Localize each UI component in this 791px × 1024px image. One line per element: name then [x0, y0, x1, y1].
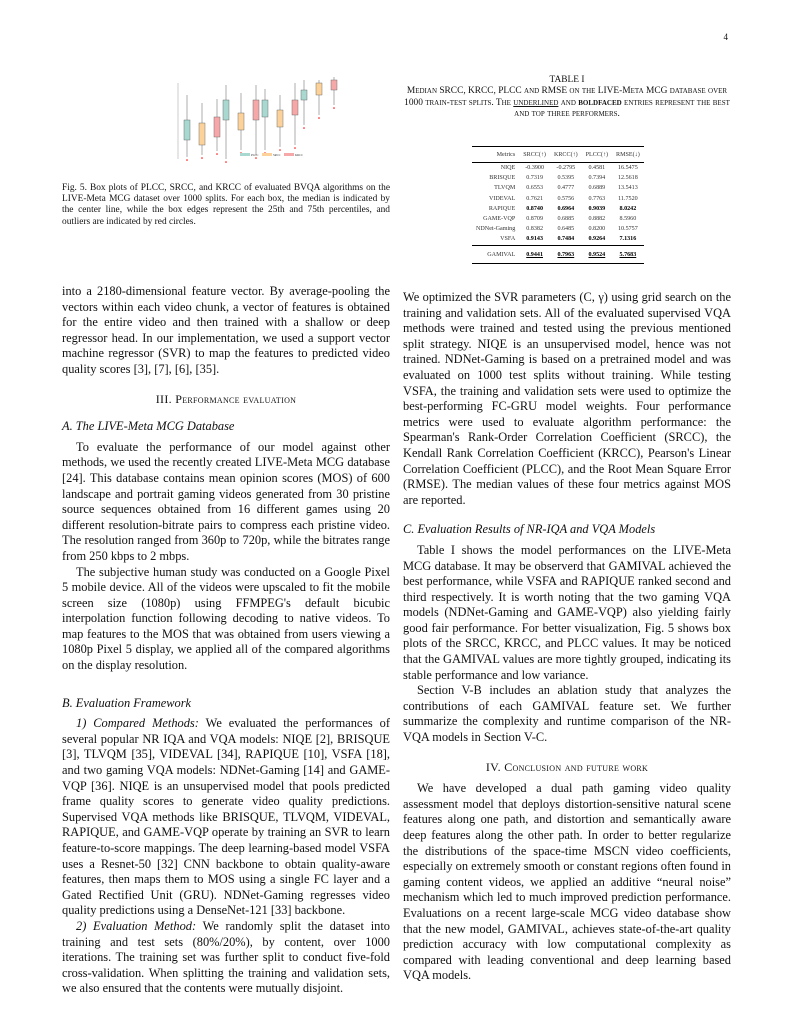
table-cell: 0.8709	[526, 216, 543, 223]
subsection-heading: C. Evaluation Results of NR-IQA and VQA Models	[403, 522, 656, 537]
table-cell: 0.6885	[557, 216, 575, 223]
paragraph-text: We evaluated the performances of several popular NR IQA and VQA models: NIQE [2], BRISQUE [3], TLVQM [35], VIDEVAL [34], RAPIQUE [10], VSFA [18], and two gaming VQA models: NDNet-Gaming [14] and GAME-VQP [36]. NIQE is an unsupervised model that pools predicted frame quality scores to generate video quality predictions. Supervised VQA methods like BRISQUE, TLVQM, VIDEVAL, RAPIQUE, and GAME-VQP operate by training an SVR to learn feature-to-score mappings. The deep learning-based model VSFA uses a Resnet-50 [32] CNN backbone to obtain quality-aware features, then maps them to MOS using a single FC layer and a Gated Rectified Unit (GRU). NDNet-Gaming regresses video quality predictions using a DenseNet-121 [33] backbone.	[62, 716, 390, 918]
column-header: RMSE(↓)	[612, 147, 644, 163]
table-row	[472, 214, 644, 224]
table-row	[472, 234, 644, 245]
table-header-row	[472, 147, 644, 163]
outlier-marker	[255, 157, 257, 159]
paragraph: We have developed a dual path gaming video quality assessment model that deploys distortion-sensitive natural scene features along one path, and distortion and semantically aware deep features along the other path. In order to better regularize the distributions of the space-time MSCN video coefficients, especially on extremely smooth or constant regions often found in gaming content videos, we applied an additive “neural noise” mechanism which led to much improved prediction performance. Evaluations on a recent large-scale MCG video database show that the new model, GAMIVAL, achieves state-of-the-art quality prediction accuracy with low computational complexity as compared with leading conventional and deep learning based VQA models.	[403, 781, 731, 983]
caption-text: and	[560, 97, 576, 108]
left-column	[62, 284, 390, 997]
table-cell: 0.7484	[557, 236, 575, 243]
outlier-marker	[294, 147, 296, 149]
outlier-marker	[225, 161, 227, 163]
table-cell: 16.5475	[617, 165, 638, 172]
box	[238, 113, 244, 130]
outlier-marker	[186, 159, 188, 161]
paragraph: Section V-B includes an ablation study that analyzes the contributions of each GAMIVAL feature set. We further summarize the complexity and runtime comparison of the NR-VQA models in Section V-C.	[403, 683, 731, 745]
legend-swatch	[262, 153, 272, 156]
paragraph	[62, 919, 390, 997]
box	[199, 123, 205, 145]
legend-label: SRCC	[273, 153, 281, 157]
table-cell: TLVQM	[494, 185, 516, 192]
table-cell: 10.5757	[617, 226, 638, 233]
legend-label: KRCC	[295, 153, 304, 157]
results-table	[472, 146, 644, 264]
right-column	[403, 290, 731, 984]
table-cell: 0.7394	[588, 175, 606, 182]
caption-text: Median SRCC, KRCC, PLCC and RMSE on the LIVE-Meta MCG database over 1000 train-test splits. The	[404, 86, 728, 108]
box	[214, 117, 220, 137]
table-row	[472, 194, 644, 204]
box	[331, 80, 337, 90]
box	[184, 120, 190, 140]
table-cell: 0.7963	[550, 245, 582, 263]
table-cell: 0.6485	[557, 226, 575, 233]
table-cell: 0.8200	[588, 226, 606, 233]
outlier-marker	[201, 157, 203, 159]
paragraph: To evaluate the performance of our model against other methods, we used the recently created LIVE-Meta MCG database [24]. This database contains mean opinion scores (MOS) of 600 landscape and portrait gaming videos generated from 30 pristine source sequences obtained from 16 different games using 20 different resolution-bitrate pairs to compress each pristine video. The resolution ranged from 360p to 720p, while the bitrates range from 250 kbps to 2 mbps.	[62, 439, 390, 563]
outlier-marker	[279, 149, 281, 151]
table-caption	[403, 75, 731, 121]
box	[301, 90, 307, 100]
outlier-marker	[303, 127, 305, 129]
box-plot-figure	[160, 75, 390, 170]
table-cell: RAPIQUE	[488, 205, 516, 212]
outlier-marker	[318, 117, 320, 119]
table-cell: 0.9039	[588, 205, 606, 212]
table-cell: 0.6553	[526, 185, 543, 192]
table-row	[472, 173, 644, 183]
table-cell: GAMIVAL	[472, 245, 519, 263]
table-cell: NIQE	[500, 165, 516, 172]
table-row	[472, 224, 644, 234]
legend-swatch	[284, 153, 294, 156]
caption-underlined: underlined	[513, 97, 559, 108]
table-label: TABLE I	[549, 75, 585, 85]
table-cell: 12.5618	[617, 175, 638, 182]
table-cell: 0.8882	[588, 216, 606, 223]
section-heading: IV. Conclusion and future work	[485, 759, 649, 774]
legend-label: PLCC	[251, 153, 259, 157]
table-cell: 7.1316	[619, 236, 637, 243]
table-cell: 13.5413	[617, 185, 638, 192]
box	[253, 100, 259, 120]
table-row-gamival	[472, 245, 644, 263]
table-cell: NDNet-Gaming	[476, 226, 516, 233]
column-header: PLCC(↑)	[582, 147, 612, 163]
table-cell: VSFA	[500, 236, 516, 243]
table-cell: 8.5960	[619, 216, 637, 223]
table-cell: 0.4581	[588, 165, 606, 172]
box	[262, 100, 268, 117]
table-cell: 0.4777	[557, 185, 575, 192]
table-cell: 0.8740	[526, 205, 543, 212]
table-cell: 0.9264	[588, 236, 606, 243]
table-cell: 0.9524	[582, 245, 612, 263]
table-cell: 0.5756	[557, 195, 575, 202]
subsection-heading: B. Evaluation Framework	[62, 695, 192, 710]
table-cell: 0.7763	[588, 195, 606, 202]
table-cell: 0.9143	[526, 236, 543, 243]
page-number: 4	[723, 32, 728, 42]
table-row	[472, 183, 644, 193]
paragraph	[62, 716, 390, 919]
table-cell: 0.5395	[557, 175, 575, 182]
column-header: KRCC(↑)	[550, 147, 582, 163]
figure-caption: Fig. 5. Box plots of PLCC, SRCC, and KRCC of evaluated BVQA algorithms on the LIVE-Meta MCG dataset over 1000 splits. For each box, the median is indicated by the center line, while the box edges represent the 25th and 75th percentiles, and outliers are indicated by red circles.	[62, 183, 390, 227]
box	[292, 100, 298, 115]
table-cell: BRISQUE	[489, 175, 516, 182]
table-cell: 0.7319	[526, 175, 543, 182]
table-cell: 8.0242	[619, 205, 637, 212]
table-cell: 0.6964	[557, 205, 575, 212]
table-cell: 0.9441	[519, 245, 550, 263]
table-row	[472, 204, 644, 214]
table-cell: 0.8382	[526, 226, 543, 233]
paragraph-head: 1) Compared Methods:	[76, 716, 199, 731]
subsection-heading: A. The LIVE-Meta MCG Database	[62, 419, 235, 434]
table-cell: GAME-VQP	[483, 216, 516, 223]
table-cell: 5.7683	[612, 245, 644, 263]
paragraph-text: We randomly split the dataset into training and test sets (80%/20%), by content, over 1000 iterations. The training set was further split to conduct five-fold cross-validation. When splitting the training and validation sets, we also ensured that the contents were mutually disjoint.	[62, 918, 390, 996]
caption-bold: boldfaced	[578, 97, 622, 108]
column-header: SRCC(↑)	[519, 147, 550, 163]
paragraph: into a 2180-dimensional feature vector. By average-pooling the vectors within each video chunk, a vector of features is obtained for the entire video and then trained with a shallow or deep regressor head. In our implementation, we used a support vector machine regressor (SVR) to map the features to predicted video quality scores [3], [7], [6], [35].	[62, 284, 390, 376]
table-cell: 0.6889	[588, 185, 606, 192]
column-header: Metrics	[472, 147, 519, 163]
table-cell: VIDEVAL	[488, 195, 516, 202]
legend-swatch	[240, 153, 250, 156]
table-row	[472, 163, 644, 174]
outlier-marker	[333, 107, 335, 109]
box	[316, 83, 322, 95]
paragraph: The subjective human study was conducted on a Google Pixel 5 mobile device. All of the videos were upscaled to fit the mobile screen size (1080p) using FFMPEG's default bicubic interpolation function following decoding to native videos. To map features to the MOS that was obtained from users viewing a 1080p Pixel 5 display, we applied all of the compared algorithms on the display resolution.	[62, 564, 390, 673]
outlier-marker	[216, 153, 218, 155]
box	[277, 110, 283, 127]
table-cell: 0.7621	[526, 195, 543, 202]
paragraph: We optimized the SVR parameters (C, γ) using grid search on the training and validation sets. All of the evaluated supervised VQA methods were trained and tested using the previous mentioned split strategy. NIQE is an unsupervised model, hence was not trained. NDNet-Gaming is based on a pretrained model and was evaluated on 1000 test splits without training. While testing VSFA, the training and validation sets were used to optimize the best-performing FC-GRU model weights. Four performance metrics were used to evaluate algorithm performance: the Spearman's Rank-Order Correlation Coefficient (SRCC), the Kendall Rank Correlation Coefficient (KRCC), Pearson's Linear Correlation Coefficient (PLCC), and the Root Mean Square Error (RMSE). The median values of these four metrics against MOS are reported.	[403, 290, 731, 507]
paragraph: Table I shows the model performances on the LIVE-Meta MCG database. It may be observerd that GAMIVAL achieved the best performance, while VSFA and RAPIQUE ranked second and third respectively. It is worth noting that the two gaming VQA models (NDNet-Gaming and GAME-VQP) also yielding fairly good fair performance. For better visualization, Fig. 5 shows box plots of the SRCC, KRCC, and PLCC values. It may be noticed that the GAMIVAL values are more tightly grouped, indicating its stable performance and low variance.	[403, 542, 731, 682]
caption-text: entries represent the best and top three performers.	[514, 97, 730, 120]
table-cell: 11.7520	[618, 195, 638, 202]
paragraph-head: 2) Evaluation Method:	[76, 918, 197, 933]
section-heading: III. Performance evaluation	[155, 391, 297, 406]
table-cell: -0.2795	[556, 165, 576, 172]
box	[223, 100, 229, 120]
table-cell: -0.3900	[525, 165, 545, 172]
